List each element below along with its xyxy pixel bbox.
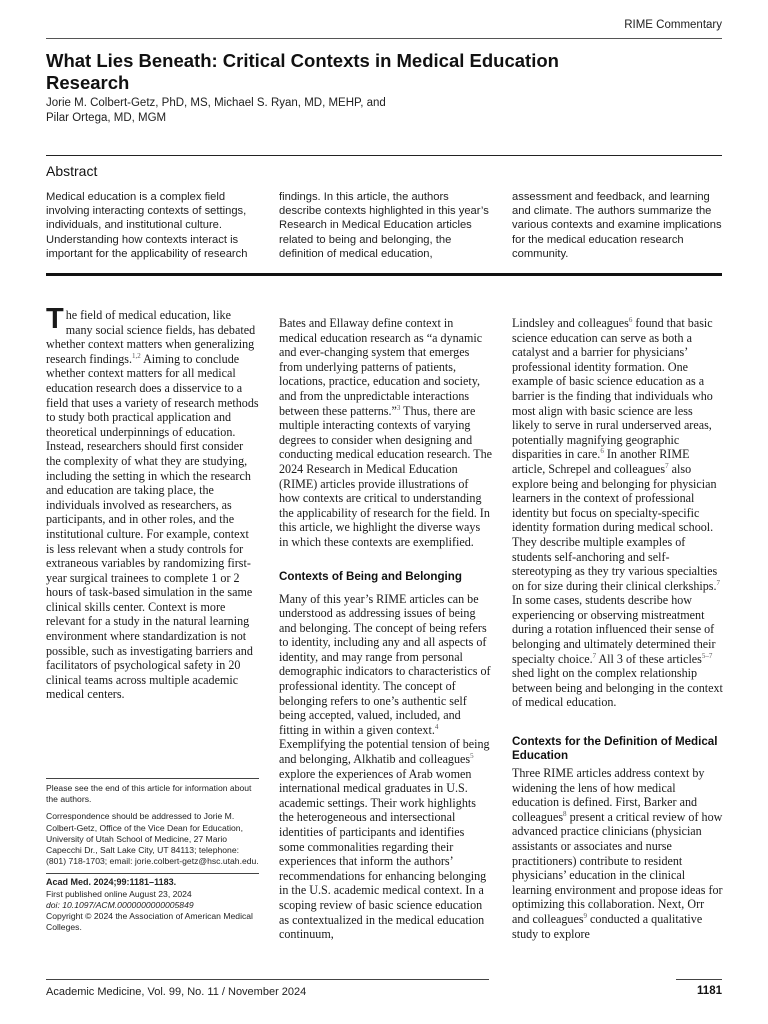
author-list bbox=[46, 96, 406, 126]
col2-text-b: Thus, there are multiple interacting contexts of varying degrees to consider when designing and conducting medical education research. The 2024 Research in Medical Education (RIME) articles provide illustrations of how contexts are critical to understanding the applicability of research for the field. In this article, we highlight the diverse ways in which these contexts are exemplified. bbox=[279, 403, 493, 549]
footer-rule-left bbox=[46, 979, 489, 980]
col3-text-e: In some cases, students describe how experiencing or observing mistreatment during a rotation influenced their sense of belonging and ultimately determined their specialty choice. bbox=[512, 593, 716, 666]
citation-ref: 7 bbox=[716, 578, 721, 587]
citation-ref: 5 bbox=[470, 752, 474, 761]
citation-ref: 6 bbox=[628, 316, 633, 324]
section-heading-being-belonging: Contexts of Being and Belonging bbox=[279, 569, 462, 583]
body-column-3 bbox=[512, 316, 723, 941]
section-label: RIME Commentary bbox=[624, 19, 722, 31]
abstract-column-3: assessment and feedback, and learning and climate. The authors summarize the various contexts and examine implications for the medical education research community. bbox=[512, 191, 722, 260]
section-heading-definition: Contexts for the Definition of Medical Education bbox=[512, 735, 718, 763]
col3-text-i: present a critical review of how advanced practice clinicians (physician assistants or associates and nurse practitioners) contribute to resident physicians’ education in the clinical learning environment and propose ideas for optimizing this collaboration. Next, Orr and colleagues bbox=[512, 809, 723, 926]
col3-text-a: Lindsley and colleagues bbox=[512, 316, 629, 330]
intro-text-b: Aiming to conclude whether context matters for all medical education research does a disservice to a field that uses a variety of research methods to study both practical application and theoretical underpinnings of education. Instead, researchers should first consider the complexity of what they are studying, including the setting in which the research and education are taking place, the individuals involved as researchers, as participants, and in other roles, and the institutional culture. For example, context is less relevant when a study controls for extraneous variables by randomizing first-year surgical trainees to complete 1 or 2 hours of task-based simulation in the same clinical skills center. Context is more relevant for a study in the natural learning environment where standardization is not possible, such as investigating barriers and facilitators of psychological safety in 20 clinical teams across multiple academic medical centers. bbox=[46, 351, 259, 702]
col3-text-f: All 3 of these articles bbox=[596, 651, 702, 666]
col3-text-d: also explore being and belonging for physician learners in the context of professional identity but focus on specialty-specific identity formation during medical school. They describe multiple examples of students self-anchoring and self-stereotyping as they try various specialties on for size during their clinical clerkships. bbox=[512, 461, 718, 593]
article-notes bbox=[46, 778, 259, 933]
citation-ref: 6 bbox=[600, 447, 604, 456]
abstract-column-2: findings. In this article, the authors describe contexts highlighted in this year’s Research in Medical Education articles related to being and belonging, the definition of medical education, bbox=[279, 191, 489, 260]
citation-ref: 3 bbox=[396, 403, 401, 412]
col3-text-j: conducted a qualitative study to explore bbox=[512, 911, 703, 941]
abstract-top-rule bbox=[46, 155, 722, 156]
author-info-note: Please see the end of this article for information about the authors. bbox=[46, 783, 252, 805]
body-column-1 bbox=[46, 303, 259, 702]
footer-rule-right bbox=[676, 979, 722, 980]
drop-cap: T bbox=[46, 303, 64, 335]
citation-ref: 5–7 bbox=[701, 651, 713, 660]
context-definition-paragraph bbox=[279, 316, 492, 550]
body-column-2 bbox=[279, 316, 492, 942]
header-rule bbox=[46, 38, 722, 39]
definition-paragraph bbox=[512, 766, 723, 941]
citation-ref: 9 bbox=[583, 911, 588, 920]
citation-ref: 7 bbox=[592, 651, 597, 660]
col2-text-a: Bates and Ellaway define context in medical education research as “a dynamic and ever-changing system that emerges from underlying patterns of patients, locations, practice, education and society, and from the unpredictable interactions between these patterns.” bbox=[279, 316, 483, 418]
col3-text-g: shed light on the complex relationship between being and belonging in the context of medical education. bbox=[512, 666, 723, 710]
col3-text-h: Three RIME articles address context by widening the lens of how medical education is defined. First, Barker and colleagues bbox=[512, 766, 705, 824]
abstract-bottom-rule bbox=[46, 273, 722, 276]
intro-paragraph bbox=[46, 303, 259, 702]
authors-line-2: Pilar Ortega, MD, MGM bbox=[46, 112, 167, 124]
citation-ref: 1,2 bbox=[131, 351, 141, 360]
abstract-column-1: Medical education is a complex field involving interacting contexts of settings, individuals, and institutional culture. Understanding how contexts interact is important for the applicability of research bbox=[46, 191, 248, 260]
identity-paragraph bbox=[512, 316, 723, 710]
page-number: 1181 bbox=[697, 985, 722, 997]
correspondence-note: Correspondence should be addressed to Jorie M. Colbert-Getz, Office of the Vice Dean for Education, University of Utah School of Medicine, 27 Mario Capecchi Dr., Salt Lake City, UT 84113; telephone: (801) 718-1703; email: jorie.colbert-getz@hsc.utah.edu. bbox=[46, 811, 259, 867]
col2-text-c: Many of this year’s RIME articles can be understood as addressing issues of being and belonging. The concept of being refers to identity, including any and all aspects of identity, and may range from personal demographic indicators to characteristics of professional identity. The concept of belonging refers to one’s authentic self being accepted, valued, included, and fitting in within a given context. bbox=[279, 591, 491, 737]
copyright-note: Copyright © 2024 the Association of American Medical Colleges. bbox=[46, 911, 253, 933]
citation-ref: 4 bbox=[434, 722, 439, 731]
authors-line-1: Jorie M. Colbert-Getz, PhD, MS, Michael S. Ryan, MD, MEHP, and bbox=[46, 97, 386, 109]
being-belonging-paragraph bbox=[279, 592, 492, 942]
published-date: First published online August 23, 2024 bbox=[46, 888, 192, 899]
citation-ref: 7 bbox=[665, 461, 669, 470]
journal-citation: Acad Med. 2024;99:1181–1183. bbox=[46, 873, 259, 888]
citation-ref: 8 bbox=[563, 809, 567, 818]
article-title: What Lies Beneath: Critical Contexts in Medical Education Research bbox=[46, 50, 559, 93]
intro-text-a: he field of medical education, like many social science fields, has debated whether context matters when generalizing research findings. bbox=[46, 308, 256, 366]
doi-link[interactable]: doi: 10.1097/ACM.0000000000005849 bbox=[46, 899, 194, 910]
col2-text-d: Exemplifying the potential tension of being and belonging, Alkhatib and colleagues bbox=[279, 737, 490, 767]
col2-text-e: explore the experiences of Arab women international medical graduates in U.S. academic settings. Their work highlights the heterogeneous and intersectional identities of participants and identifies some commonalities regarding their experiences that inform the authors’ recommendations for enhancing belonging in the U.S. academic medical context. In a scoping review of basic science education as contextualized in the medical education continuum, bbox=[279, 766, 487, 942]
notes-rule bbox=[46, 778, 259, 779]
footer-journal-info: Academic Medicine, Vol. 99, No. 11 / November 2024 bbox=[46, 986, 307, 998]
col3-text-b: found that basic science education can serve as both a catalyst and a barrier for physicians’ professional identity formation. One example of basic science education as a barrier is the finding that individuals who most align with basic science are less likely to serve in rural underserved areas, potentially magnifying geographic disparities in care. bbox=[512, 316, 713, 462]
abstract-heading: Abstract bbox=[46, 163, 98, 179]
col3-text-c: In another RIME article, Schrepel and colleagues bbox=[512, 447, 690, 476]
